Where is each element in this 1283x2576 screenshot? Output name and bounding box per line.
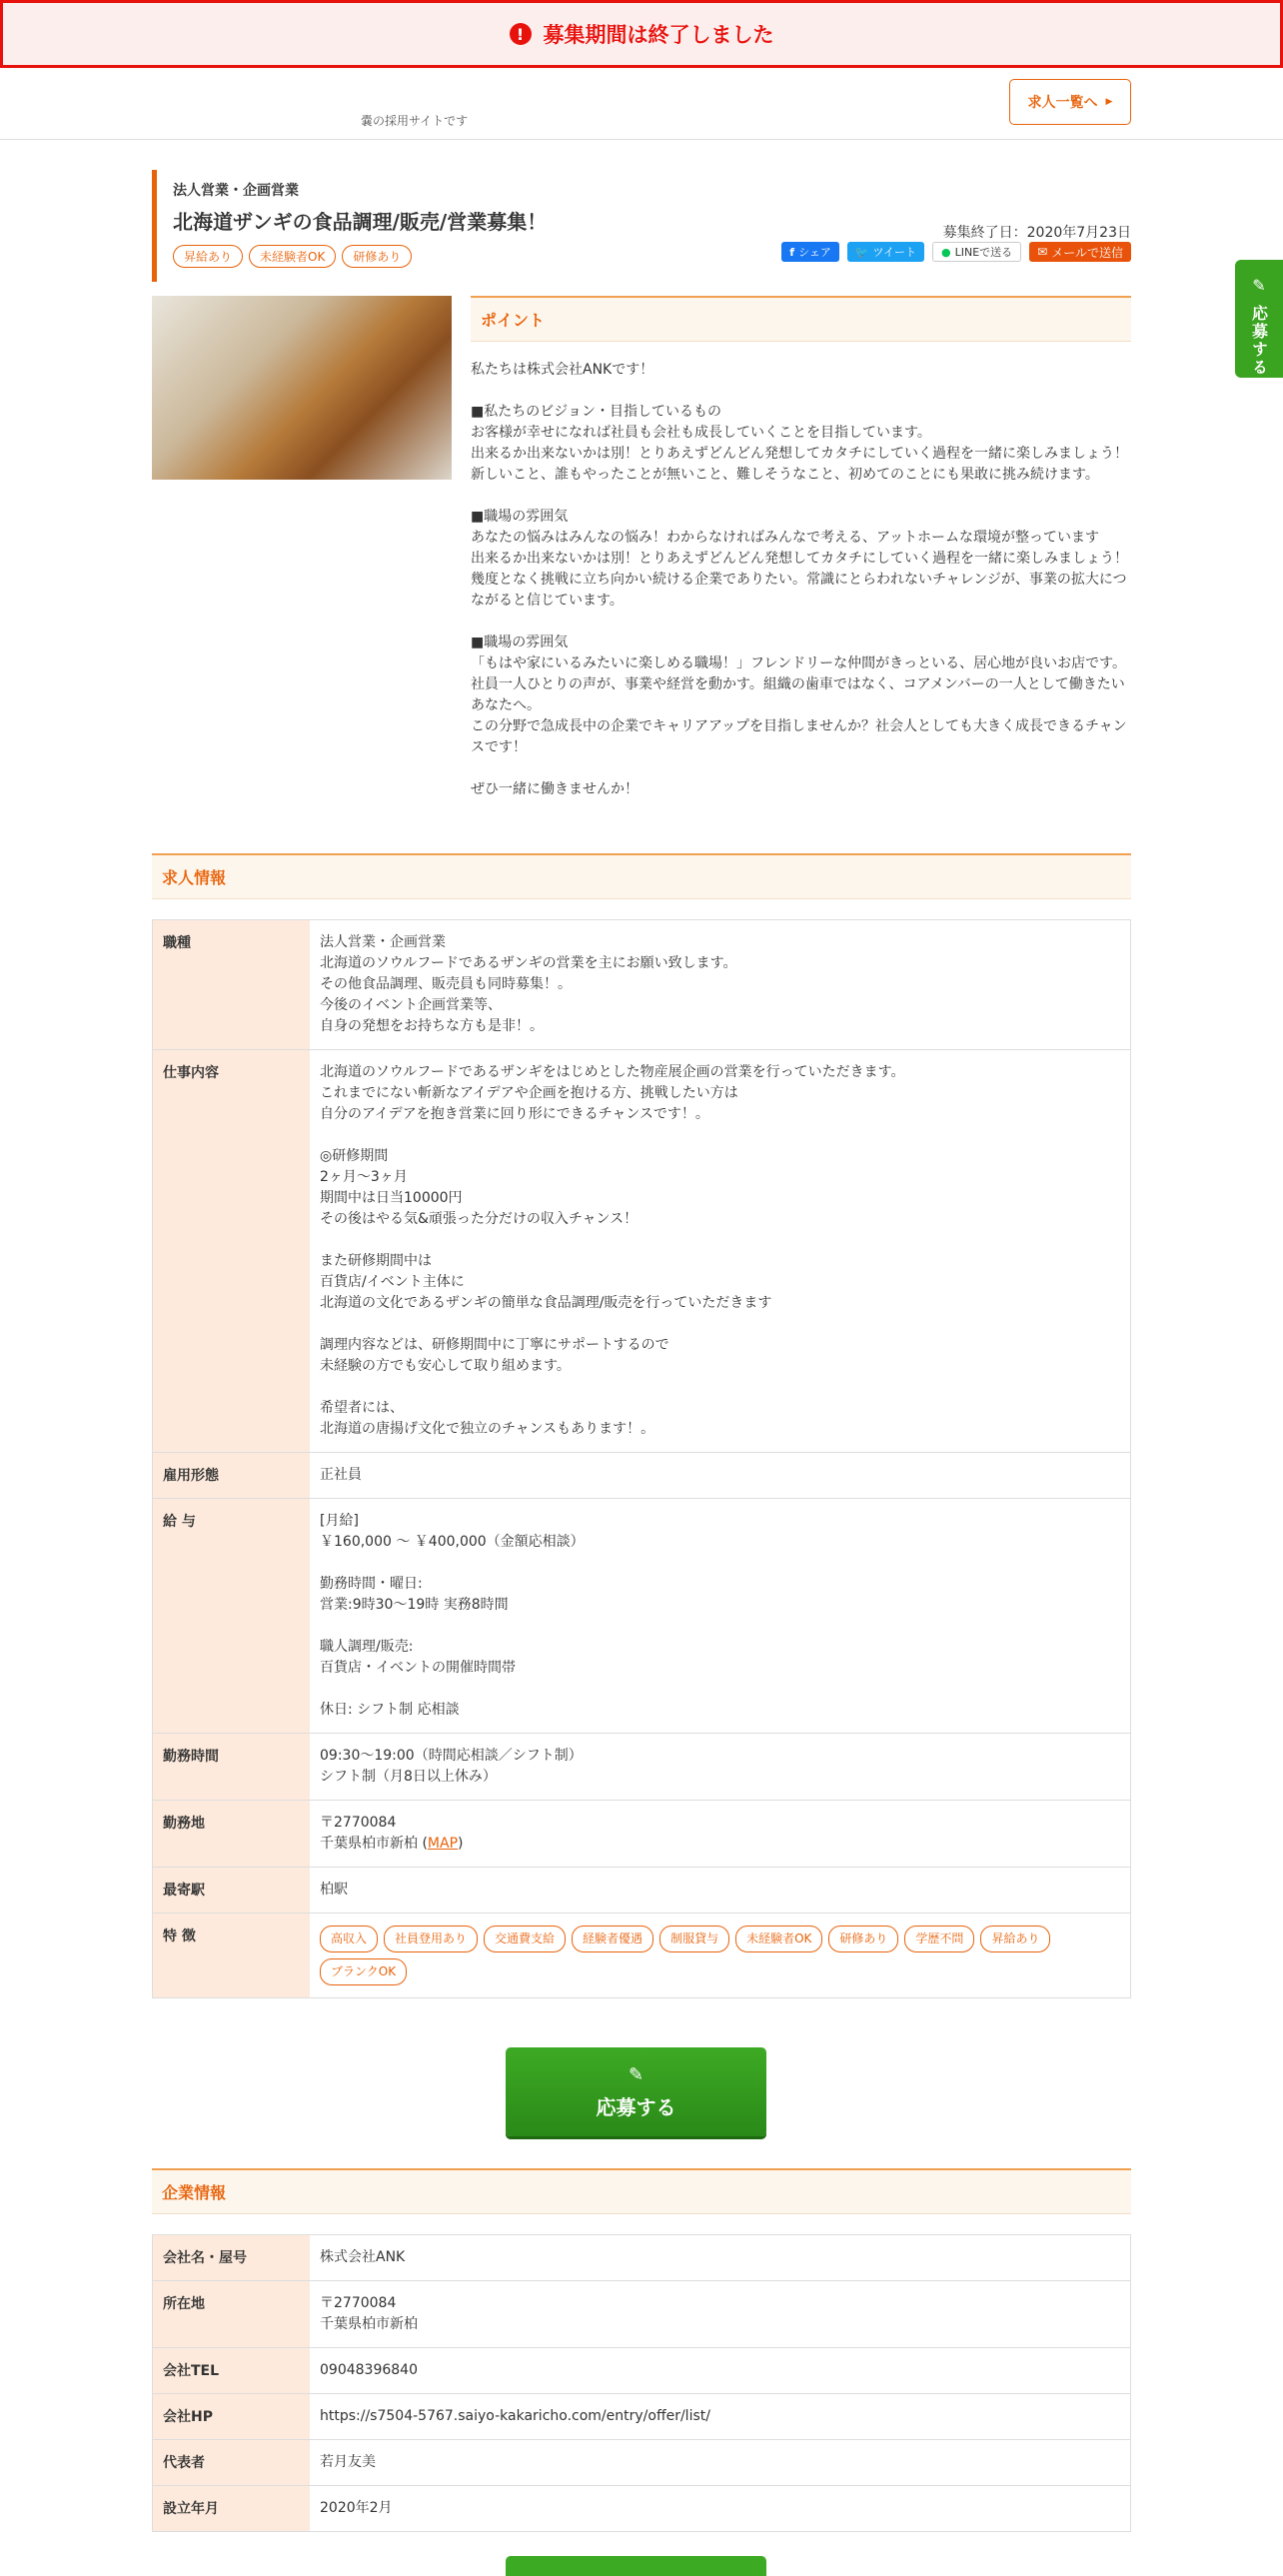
row-key: 最寄駅 [153, 1868, 310, 1913]
twitter-share-label: ツイート [872, 246, 916, 259]
table-row [153, 2348, 1130, 2394]
row-key: 雇用形態 [153, 1453, 310, 1498]
row-value: 法人営業・企画営業 北海道のソウルフードであるザンギの営業を主にお願い致します。 その他食品調理、販売員も同時募集！。 今後のイベント企画営業等、 自身の発想をお持ちな方も是非！。 [320, 934, 737, 1034]
line-share-button[interactable] [932, 242, 1021, 262]
row-value: 正社員 [320, 1467, 362, 1483]
job-info-heading: 求人情報 [152, 853, 1131, 899]
row-key: 仕事内容 [153, 1050, 310, 1452]
feature-tags [320, 1926, 1120, 1985]
site-header [0, 68, 1283, 140]
twitter-share-button[interactable] [847, 242, 924, 262]
job-tag: 研修あり [342, 245, 412, 268]
row-key: 給 与 [153, 1499, 310, 1733]
line-share-label: LINEで送る [954, 246, 1013, 259]
feature-tag: ブランクOK [320, 1958, 407, 1985]
map-link[interactable]: MAP [427, 1836, 459, 1852]
job-info-table [152, 919, 1131, 1998]
row-value: 株式会社ANK [320, 2249, 406, 2265]
row-key: 勤務時間 [153, 1734, 310, 1800]
job-info-section [152, 853, 1131, 1998]
row-value: 〒2770084 千葉県柏市新柏 [320, 2295, 418, 2332]
table-row [153, 1868, 1130, 1914]
table-row [153, 1734, 1130, 1801]
feature-tag: 学歴不問 [904, 1926, 974, 1952]
address-text: 〒2770084 千葉県柏市新柏 ( [320, 1815, 428, 1852]
share-buttons [781, 242, 1131, 262]
alert-icon: ! [510, 23, 532, 45]
row-key: 職種 [153, 920, 310, 1049]
feature-tag: 研修あり [828, 1926, 898, 1952]
row-key: 会社名・屋号 [153, 2235, 310, 2280]
row-key: 代表者 [153, 2440, 310, 2485]
table-row [153, 1914, 1130, 1997]
table-row [153, 2486, 1130, 2531]
mail-share-label: メールで送信 [1051, 245, 1123, 260]
deadline: 募集終了日：2020年7月23日 [942, 225, 1131, 241]
line-icon: ● [941, 245, 951, 259]
job-title: 北海道ザンギの食品調理/販売/営業募集！ [173, 210, 548, 234]
apply-button[interactable] [506, 2047, 766, 2136]
caret-right-icon: ▶ [1105, 97, 1113, 107]
feature-tag: 経験者優遇 [572, 1926, 653, 1952]
closed-banner [0, 0, 1283, 68]
side-apply-button[interactable] [1235, 260, 1283, 378]
site-subtitle: 嚢の採用サイトです [361, 114, 469, 128]
facebook-icon: f [789, 245, 795, 259]
point-heading: ポイント [471, 296, 1131, 342]
row-value: https://s7504-5767.saiyo-kakaricho.com/entry/offer/list/ [320, 2408, 710, 2424]
row-value: 北海道のソウルフードであるザンギをはじめとした物産展企画の営業を行っていただきます。 これまでにない斬新なアイデアや企画を抱ける方、挑戦したい方は 自分のアイデアを抱き営業に回り形にできるチャンスです！。 ◎研修期間 2ヶ月〜3ヶ月 期間中は日当10000円 その後はやる気&頑張った分だけの収入チャンス！ また研修期間中は 百貨店/イベント主体に 北海道の文化であるザンギの簡単な食品調理/販売を行っていただきます 調理内容などは、研修期間中に丁寧にサポートするので 未経験の方でも安心して取り組めます。 希望者には、 北海道の唐揚げ文化で独立のチャンスもあります！。 [320, 1064, 905, 1437]
row-value: 09:30～19:00（時間応相談／シフト制） シフト制（月8日以上休み） [320, 1748, 583, 1785]
job-photo [152, 296, 452, 480]
job-tag: 昇給あり [173, 245, 243, 268]
table-row [153, 2235, 1130, 2281]
company-info-section [152, 2168, 1131, 2532]
table-row [153, 2440, 1130, 2486]
table-row [153, 1050, 1130, 1453]
job-tag: 未経験者OK [249, 245, 336, 268]
feature-tag: 昇給あり [980, 1926, 1050, 1952]
table-row [153, 1801, 1130, 1868]
row-value [310, 1801, 1130, 1867]
feature-tag: 未経験者OK [735, 1926, 822, 1952]
mail-icon: ✉ [1037, 245, 1048, 259]
job-title-block [152, 170, 1131, 282]
address-after: ) [458, 1836, 464, 1852]
row-key: 特 徴 [153, 1914, 310, 1997]
pencil-icon: ✎ [1252, 276, 1266, 295]
apply-button-label: 応募する [596, 2094, 676, 2119]
row-value: 2020年2月 [320, 2500, 393, 2516]
table-row [153, 1453, 1130, 1499]
row-value: 09048396840 [320, 2362, 418, 2378]
feature-tag: 制服貸与 [659, 1926, 729, 1952]
side-apply-label: 応募する [1249, 305, 1269, 377]
row-value [310, 1914, 1130, 1997]
job-list-button[interactable] [1009, 79, 1131, 125]
table-row [153, 2394, 1130, 2440]
row-key: 勤務地 [153, 1801, 310, 1867]
row-value: 柏駅 [320, 1882, 348, 1898]
row-key: 設立年月 [153, 2486, 310, 2531]
point-body: 私たちは株式会社ANKです！ ■私たちのビジョン・目指しているもの お客様が幸せになれば社員も会社も成長していくことを目指しています。 出来るか出来ないかは別！とりあえずどんどん発想してカタチにしていく過程を一緒に楽しみましょう！ 新しいこと、誰もやったことが無いこと、難しそうなこと、初めてのことにも果敢に挑み続けます。 ■職場の雰囲気 あなたの悩みはみんなの悩み！わからなければみんなで考える、アットホームな環境が整っています 出来るか出来ないかは別！とりあえずどんどん発想してカタチにしていく過程を一緒に楽しみましょう！ 幾度となく挑戦に立ち向かい続ける企業でありたい。常識にとらわれないチャレンジが、事業の拡大につながると信じています。 ■職場の雰囲気 「もはや家にいるみたいに楽しめる職場！」フレンドリーな仲間がきっといる、居心地が良いお店です。 社員一人ひとりの声が、事業や経営を動かす。組織の歯車ではなく、コアメンバーの一人として働きたいあなたへ。 この分野で急成長中の企業でキャリアアップを目指しませんか？社会人としても大きく成長できるチャンスです！ ぜひ一緒に働きませんか！ [471, 362, 1128, 797]
table-row [153, 2281, 1130, 2348]
job-list-label: 求人一覧へ [1027, 95, 1098, 111]
closed-banner-text: 募集期間は終了しました [543, 23, 774, 47]
apply-button-bottom[interactable] [506, 2556, 766, 2576]
row-key: 会社HP [153, 2394, 310, 2439]
twitter-icon: 🐦 [854, 245, 869, 259]
table-row [153, 1499, 1130, 1734]
row-value: 若月友美 [320, 2454, 376, 2470]
point-section [471, 296, 1131, 800]
table-row [153, 920, 1130, 1050]
feature-tag: 社員登用あり [384, 1926, 478, 1952]
row-key: 会社TEL [153, 2348, 310, 2393]
facebook-share-label: シェア [798, 246, 831, 259]
company-info-table [152, 2234, 1131, 2532]
job-category: 法人営業・企画営業 [173, 183, 299, 199]
row-value: [月給] ￥160,000 ～ ￥400,000（金額応相談） 勤務時間・曜日: 営業:9時30～19時 実務8時間 職人調理/販売: 百貨店・イベントの開催時間帯 休日: シフト制 応相談 [320, 1513, 585, 1718]
pencil-icon: ✎ [628, 2063, 644, 2085]
company-info-heading: 企業情報 [152, 2168, 1131, 2214]
row-key: 所在地 [153, 2281, 310, 2347]
feature-tag: 高収入 [320, 1926, 378, 1952]
mail-share-button[interactable] [1029, 242, 1131, 262]
feature-tag: 交通費支給 [484, 1926, 566, 1952]
facebook-share-button[interactable] [781, 242, 839, 262]
